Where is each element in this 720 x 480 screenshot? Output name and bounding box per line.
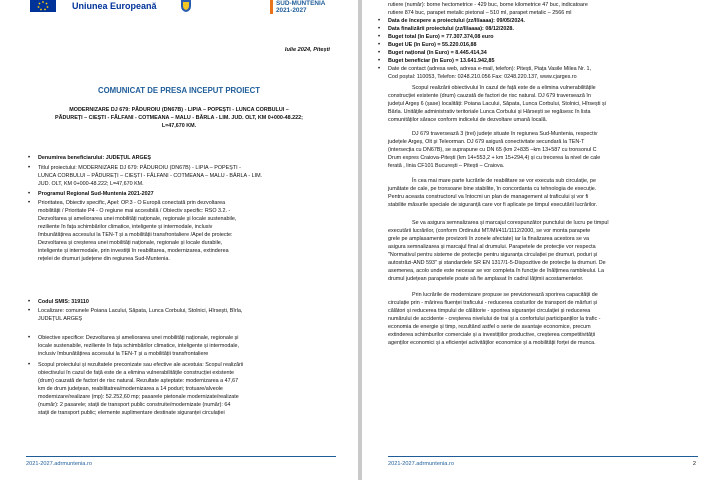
body-line: km de drum județean, reabilitatrea/modernizarea a 14 poduri; trotuare/alveole xyxy=(38,386,223,392)
body-line: DJ 679 traversează 3 (trei) județe situate în regiunea Sud-Muntenia, respectiv xyxy=(412,131,598,137)
body-line: "Normativul pentru sisteme de protecție pentru siguranța circulației pe drumuri, poduri și xyxy=(388,252,598,258)
body-line: județul Argeș 6 (șase) localități: Poiana Lacului, Săpata, Lunca Corbului, Stolnici, Hîrsești și xyxy=(388,101,606,107)
body-line: extinderea schimburilor comerciale și a investițiilor productive, creșterea competitivității xyxy=(388,332,596,338)
body-line: stații de transport public; elemente suplimentare destinate siguranței circulației xyxy=(38,410,225,416)
body-line: Dezvoltarea și ameliorarea unei mobilități naționale, regionale și locale sustenabile, xyxy=(38,216,237,222)
body-line: circulație prin - mărirea fluenței traficului - reducerea costurilor de transport de mărfuri și xyxy=(388,300,598,306)
bullet-icon: • xyxy=(28,299,31,305)
bullet-icon: • xyxy=(28,362,31,368)
bullet-icon: • xyxy=(378,34,381,40)
subtitle-line: PĂDUREȚI – CIEȘTI - FĂLFANI - COTMEANA – MALU - BÂRLA - LIM. JUD. OLT, KM 0+000-48.222; xyxy=(55,115,303,121)
body-line: drumul județean parapetele poate să fie amplasat în cadrul lățimii acostamentelor. xyxy=(388,276,584,282)
bullet-icon: • xyxy=(378,42,381,48)
body-line: Prin lucrările de modernizare propuse se previzionează sporirea capacității de xyxy=(412,292,598,298)
body-line: Titlul proiectului: MODERNIZARE DJ 679: PĂDUROIU (DN67B) - LIPIA – POPEȘTI - xyxy=(38,165,241,171)
body-line: Dezvoltarea și creșterea unei mobilități naționale, regionale și locale durabile, xyxy=(38,240,223,246)
national-budget: Buget național (în Euro) = 8.445.414,34 xyxy=(388,50,487,56)
romania-coat-of-arms-icon xyxy=(180,0,192,12)
bullet-icon: • xyxy=(28,165,31,171)
footer-rule xyxy=(388,456,698,457)
body-line: numărului de accidente - creșterea nivelului de trai și a confortului participanților la trafic - xyxy=(388,316,601,322)
body-line: (drum) cauzată de factori de risc natural. Rezultate așteptate: modernizarea a 47,67 xyxy=(38,378,239,384)
body-line: călători și reducerea timpului de călătorie - sporirea siguranței circulației și reducerea xyxy=(388,308,591,314)
smis-code: Codul SMIS: 319110 xyxy=(38,299,89,305)
beneficiary-budget: Buget beneficiar (în Euro) = 13.641.942,85 xyxy=(388,58,495,64)
bullet-icon: • xyxy=(28,335,31,341)
body-line: Se va asigura semnalizarea și marcajul corespunzător punctului de lucru pe timpul xyxy=(412,220,609,226)
body-line: asigura semnalizarea și marcajul final al drumului. Parapetele de protecție vor respecta xyxy=(388,244,596,250)
body-line: Scopul proiectului și rezultatele preconizate sau efective ale acestuia: Scopul realizării xyxy=(38,362,244,368)
body-line: (intersecția cu DN67B), se suprapune cu DN 65 (km 2+835 –km 13+587 cu tronsonul C xyxy=(388,147,597,153)
page-number: 2 xyxy=(692,461,696,467)
bullet-icon: • xyxy=(28,200,31,206)
eu-budget: Buget UE (în Euro) = 55.220.016,88 xyxy=(388,42,477,48)
body-line: JUDEȚUL ARGEȘ xyxy=(38,316,83,322)
contact-line: Date de contact (adresa web, adresa e-mail, telefon): Pitești, Piața Vasile Milea Nr. 1, xyxy=(388,66,592,72)
bullet-icon: • xyxy=(28,191,31,197)
bullet-icon: • xyxy=(378,18,381,24)
body-line: LUNCA CORBULUI – PĂDUREȚI – CIEȘTI - FĂLFANI - COTMEANA – MALU - BÂRLA - LIM. xyxy=(38,173,263,179)
footer-rule xyxy=(26,456,336,457)
body-line: jumătate de cale, pe tronsoane bine stabilite, în concordanta cu tehnologia de execuție. xyxy=(388,186,597,192)
body-line: executării lucrărilor, (conform Ordinului MT/MI/411/1112/2000, se vor monta parapete xyxy=(388,228,591,234)
start-date: Data de începere a proiectului (zz/ll/aaaa): 09/05/2024. xyxy=(388,18,525,24)
body-line: Scopul realizării obiectivului în cazul de față este de a elimina vulnerabilitățile xyxy=(412,85,596,91)
subtitle-line: L=47,670 KM. xyxy=(161,123,197,129)
bullet-icon: • xyxy=(378,58,381,64)
bullet-icon: • xyxy=(28,308,31,314)
eu-header-label: Uniunea Europeană xyxy=(72,1,157,11)
bullet-icon: • xyxy=(378,50,381,56)
body-line: asemenea, acolo unde este necesar se vor completa în funcție de înălțimea rambleului. La xyxy=(388,268,605,274)
body-line: JUD. OLT, KM 0+000-48.222; L=47,670 KM. xyxy=(38,181,144,187)
program-years: 2021-2027 xyxy=(276,7,307,14)
body-line: Prioritatea, Obiectiv specific, Apel: OP.3 - O Europă conectată prin dezvoltarea xyxy=(38,200,226,206)
eu-flag-icon xyxy=(30,0,56,12)
body-line: Drum expres Craiova-Pitești (km 14+553,2 + km 15+294,4) și cu trecerea la nivel de cale xyxy=(388,155,601,161)
body-line: mobilității / Prioritate P4 - O regiune mai accesibilă / Obiectiv specific: RSO 3.2. - xyxy=(38,208,231,214)
body-line: inclusiv îmbunătățirea accesului la TEN-T și a mobilității transfrontaliere xyxy=(38,351,209,357)
program-line: Programul Regional Sud-Muntenia 2021-2027 xyxy=(38,191,154,197)
body-line: inteligente și intermodale, prin investiții în reabilitarea, modernizarea, extinderea xyxy=(38,248,229,254)
body-line: județele Argeș, Olt și Teleorman. DJ 679 asigură conectivitate secundară la TEN-T xyxy=(388,139,585,145)
contact-line: Cod poștal: 110053, Telefon: 0248.210.056 Fax: 0248.220.137, www.cjarges.ro xyxy=(388,74,577,80)
body-line: stabilite măsurile speciale de siguranță care vor fi aplicate pe timpul executării lucrărilor. xyxy=(388,202,598,208)
body-line: grele pe amplasamente provizorii în zonele afectate) iar la finalizarea acestora se va xyxy=(388,236,590,242)
total-budget: Buget total (în Euro) = 77.307.374,08 euro xyxy=(388,34,494,40)
body-line: rutiere 874 buc, parapet metalic pietonal – 510 ml, parapet metalic – 2566 ml xyxy=(388,10,572,16)
body-line: îmbunătățirea accesului la TEN-T și a mobilității transfrontaliere /Apel de proiecte: xyxy=(38,232,233,238)
body-line: construcției existente (drum) cauzată de factori de risc natural. DJ 679 traversează în xyxy=(388,93,591,99)
body-line: autostrăzi-AND 593" și standardele SR EN 1317/1-5-Dispozitive de protecție la drumuri. De xyxy=(388,260,606,266)
body-line: obiectivului în cazul de față este de a elimina vulnerabilitățile construcției existente xyxy=(38,370,234,376)
program-name: SUD-MUNTENIA xyxy=(276,0,326,7)
program-logo-bar xyxy=(270,0,332,14)
document-page-1 xyxy=(0,0,358,480)
press-release-title: COMUNICAT DE PRESA INCEPUT PROIECT xyxy=(97,86,260,95)
bullet-icon: • xyxy=(378,66,381,72)
document-page-2 xyxy=(362,0,720,480)
body-line: comunităților sărace conform indicelui de dezvoltare umană locală. xyxy=(388,117,548,123)
body-line: În cea mai mare parte lucrările de reabilitare se vor executa sub circulație, pe xyxy=(412,178,596,184)
body-line: Pentru aceasta constructorul va întocmi un plan de management al traficului și vor fi xyxy=(388,194,589,200)
body-line: economia de energie și timp, rezultând astfel o serie de avantaje economice, precum xyxy=(388,324,591,330)
body-line: modernizare/realizare (mp): 52.252,60 mp; pasarele pietonale modernizate/realizate xyxy=(38,394,239,400)
body-line: locale sustenabile, reziliente în fața schimbărilor climatice, inteligente și intermodale, xyxy=(38,343,240,349)
body-line: Localizare: comunele Poiana Lacului, Săpata, Lunca Corbului, Stolnici, Hîrsești, Bîrla, xyxy=(38,308,243,314)
subtitle-line: MODERNIZARE DJ 679: PĂDUROIU (DN67B) - LIPIA – POPEȘTI - LUNCA CORBULUI – xyxy=(69,107,289,113)
body-line: (număr): 2 pasarele; stații de transport public construite/modernizate (număr): 64 xyxy=(38,402,231,408)
date-place: Iulie 2024, Pitești xyxy=(284,47,330,53)
beneficiary-name: Denumirea beneficiarului: JUDEȚUL ARGEȘ xyxy=(38,155,151,161)
bullet-icon: • xyxy=(378,26,381,32)
body-line: rețelei de drumuri județene din regiunea Sud-Muntenia. xyxy=(38,256,170,262)
body-line: Obiective specifice: Dezvoltarea și ameliorarea unei mobilități naționale, regionale și xyxy=(38,335,239,341)
footer-link[interactable]: 2021-2027.adrmuntenia.ro xyxy=(388,461,454,467)
end-date: Data finalizării proiectului (zz/ll/aaaa): 08/12/2028. xyxy=(388,26,514,32)
body-line: ferată , linia CF101 București – Pitești – Craiova. xyxy=(388,163,505,169)
bullet-icon: • xyxy=(28,155,31,161)
footer-link[interactable]: 2021-2027.adrmuntenia.ro xyxy=(26,461,92,467)
body-line: reziliente în fața schimbărilor climatice, inteligente și intermodale, inclusiv xyxy=(38,224,213,230)
body-line: agenților economici și a eficienței activităților economice și a mobilității forței de munca. xyxy=(388,340,596,346)
body-line: rutiere (număr): borne hectometrice - 429 buc, borne kilometrice 47 buc, indicatoare xyxy=(388,2,588,8)
body-line: Bârla. Unitățile administrativ teritoriale Lunca Corbului și Hârsești se regăsesc în lista xyxy=(388,109,591,115)
